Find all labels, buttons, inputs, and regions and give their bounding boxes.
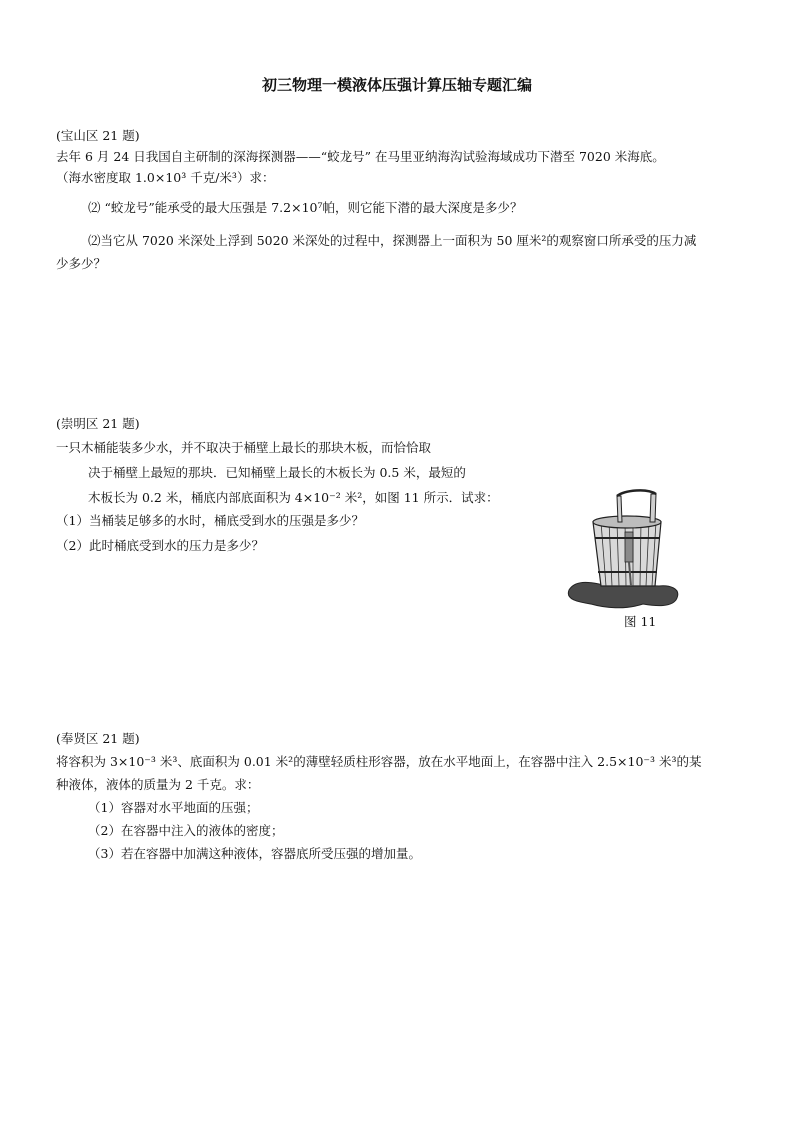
page-title: 初三物理一模液体压强计算压轴专题汇编 — [261, 76, 532, 94]
problem-3-question-2: （2）在容器中注入的液体的密度； — [88, 823, 284, 838]
problem-1-question-2: ⑵当它从 7020 米深处上浮到 5020 米深处的过程中，探测器上一面积为 50 厘米²的观察窗口所承受的压力减 — [88, 233, 697, 248]
bucket-figure — [565, 486, 685, 616]
problem-1-source: (宝山区 21 题) — [56, 128, 140, 143]
problem-1-question-1: ⑵ “蛟龙号”能承受的最大压强是 7.2×10⁷帕，则它能下潜的最大深度是多少？ — [88, 200, 523, 215]
problem-2-line-1: 一只木桶能装多少水，并不取决于桶壁上最长的那块木板，而恰恰取 — [56, 440, 432, 455]
problem-1-line-2: （海水密度取 1.0×10³ 千克/米³）求： — [56, 170, 275, 185]
problem-3-line-1: 将容积为 3×10⁻³ 米³、底面积为 0.01 米²的薄壁轻质柱形容器，放在水平地面上，在容器中注入 2.5×10⁻³ 米³的某 — [56, 754, 702, 769]
problem-1-line-1: 去年 6 月 24 日我国自主研制的深海探测器——“蛟龙号” 在马里亚纳海沟试验海域成功下潜至 7020 米海底。 — [56, 149, 665, 164]
problem-1-question-2-cont: 少多少？ — [56, 256, 107, 271]
problem-2-source: (崇明区 21 题) — [56, 416, 140, 431]
problem-2-line-3: 木板长为 0.2 米，桶底内部底面积为 4×10⁻² 米²，如图 11 所示．试求： — [88, 490, 499, 505]
problem-2-question-2: （2）此时桶底受到水的压力是多少？ — [56, 538, 264, 553]
problem-3-source: (奉贤区 21 题) — [56, 731, 140, 746]
problem-3-question-3: （3）若在容器中加满这种液体，容器底所受压强的增加量。 — [88, 846, 421, 861]
figure-caption: 图 11 — [624, 614, 657, 629]
problem-3-question-1: （1）容器对水平地面的压强； — [88, 800, 259, 815]
problem-3-line-2: 种液体，液体的质量为 2 千克。求： — [56, 777, 260, 792]
problem-2-line-2: 决于桶壁上最短的那块．已知桶壁上最长的木板长为 0.5 米，最短的 — [88, 465, 466, 480]
problem-2-question-1: （1）当桶装足够多的水时，桶底受到水的压强是多少？ — [56, 513, 364, 528]
